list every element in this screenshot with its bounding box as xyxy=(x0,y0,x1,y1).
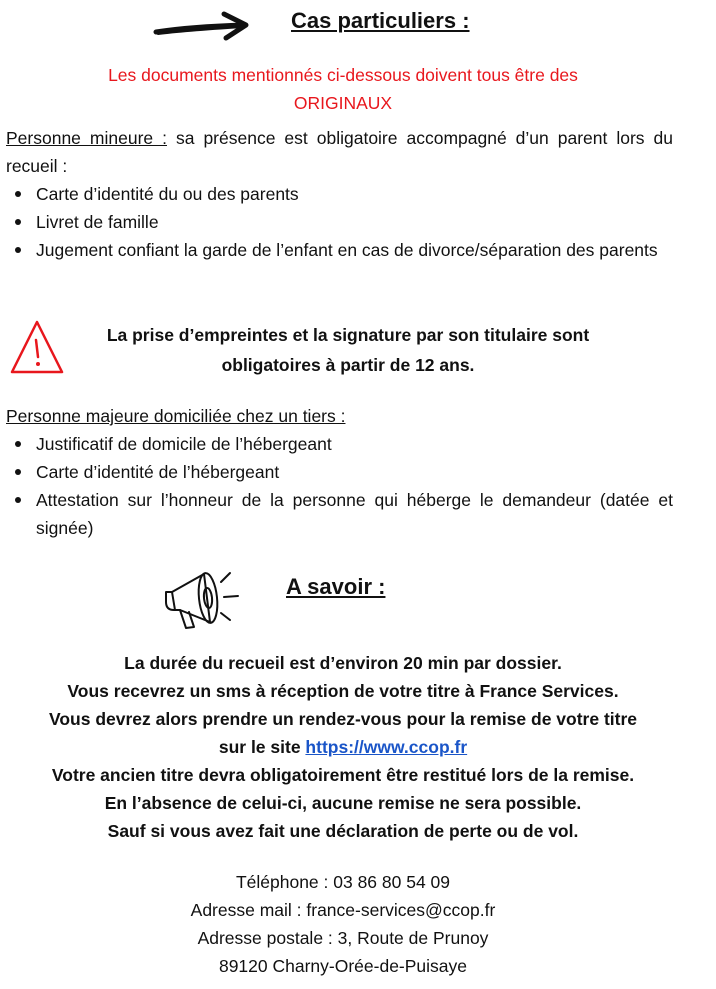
info-line-3: Vous devrez alors prendre un rendez-vous pour la remise de votre titre xyxy=(48,709,638,729)
originals-notice-line2: ORIGINAUX xyxy=(293,93,393,113)
info-line-2: Vous recevrez un sms à réception de votre titre à France Services. xyxy=(67,681,619,701)
originals-notice xyxy=(0,61,686,117)
contact-phone: Téléphone : 03 86 80 54 09 xyxy=(235,872,451,892)
minor-label: Personne mineure : xyxy=(6,128,167,148)
contact-email: Adresse mail : france-services@ccop.fr xyxy=(190,900,496,920)
adult-section xyxy=(6,402,673,542)
fingerprint-warning-line2: obligatoires à partir de 12 ans. xyxy=(221,355,475,375)
list-item: Jugement confiant la garde de l’enfant en cas de divorce/séparation des parents xyxy=(6,236,673,264)
minor-section xyxy=(6,124,673,264)
info-line-1: La durée du recueil est d’environ 20 min par dossier. xyxy=(124,653,562,673)
fingerprint-warning-line1: La prise d’empreintes et la signature par son titulaire sont xyxy=(106,325,590,345)
list-item: Carte d’identité du ou des parents xyxy=(6,180,673,208)
info-line-5: Votre ancien titre devra obligatoirement être restitué lors de la remise. xyxy=(51,765,635,785)
originals-notice-line1: Les documents mentionnés ci-dessous doivent tous être des xyxy=(108,65,578,85)
contact-block xyxy=(0,868,686,980)
info-line-4 xyxy=(0,733,686,761)
minor-intro xyxy=(6,124,673,180)
contact-address: Adresse postale : 3, Route de Prunoy xyxy=(197,928,489,948)
arrow-right-icon xyxy=(152,10,252,42)
adult-document-list xyxy=(6,430,673,542)
warning-triangle-icon xyxy=(8,318,66,378)
ccop-website-link[interactable]: https://www.ccop.fr xyxy=(305,737,468,757)
info-line-4-prefix: sur le site xyxy=(218,737,306,757)
adult-intro xyxy=(6,402,673,430)
list-item: Attestation sur l’honneur de la personne qui héberge le demandeur (datée et signée) xyxy=(6,486,673,542)
list-item: Livret de famille xyxy=(6,208,673,236)
info-line-6: En l’absence de celui-ci, aucune remise ne sera possible. xyxy=(104,793,582,813)
info-block xyxy=(0,649,686,845)
contact-city: 89120 Charny-Orée-de-Puisaye xyxy=(218,956,468,976)
list-item: Justificatif de domicile de l’hébergeant xyxy=(6,430,673,458)
minor-document-list xyxy=(6,180,673,264)
fingerprint-warning xyxy=(60,320,636,380)
list-item: Carte d’identité de l’hébergeant xyxy=(6,458,673,486)
info-line-7: Sauf si vous avez fait une déclaration de perte ou de vol. xyxy=(107,821,579,841)
adult-label: Personne majeure domiciliée chez un tiers : xyxy=(6,406,346,426)
minor-text: sa présence est obligatoire accompagné d’un parent lors du recueil : xyxy=(6,128,673,176)
info-title: A savoir : xyxy=(286,574,386,599)
page-title: Cas particuliers : xyxy=(291,8,470,33)
megaphone-icon xyxy=(158,560,248,634)
